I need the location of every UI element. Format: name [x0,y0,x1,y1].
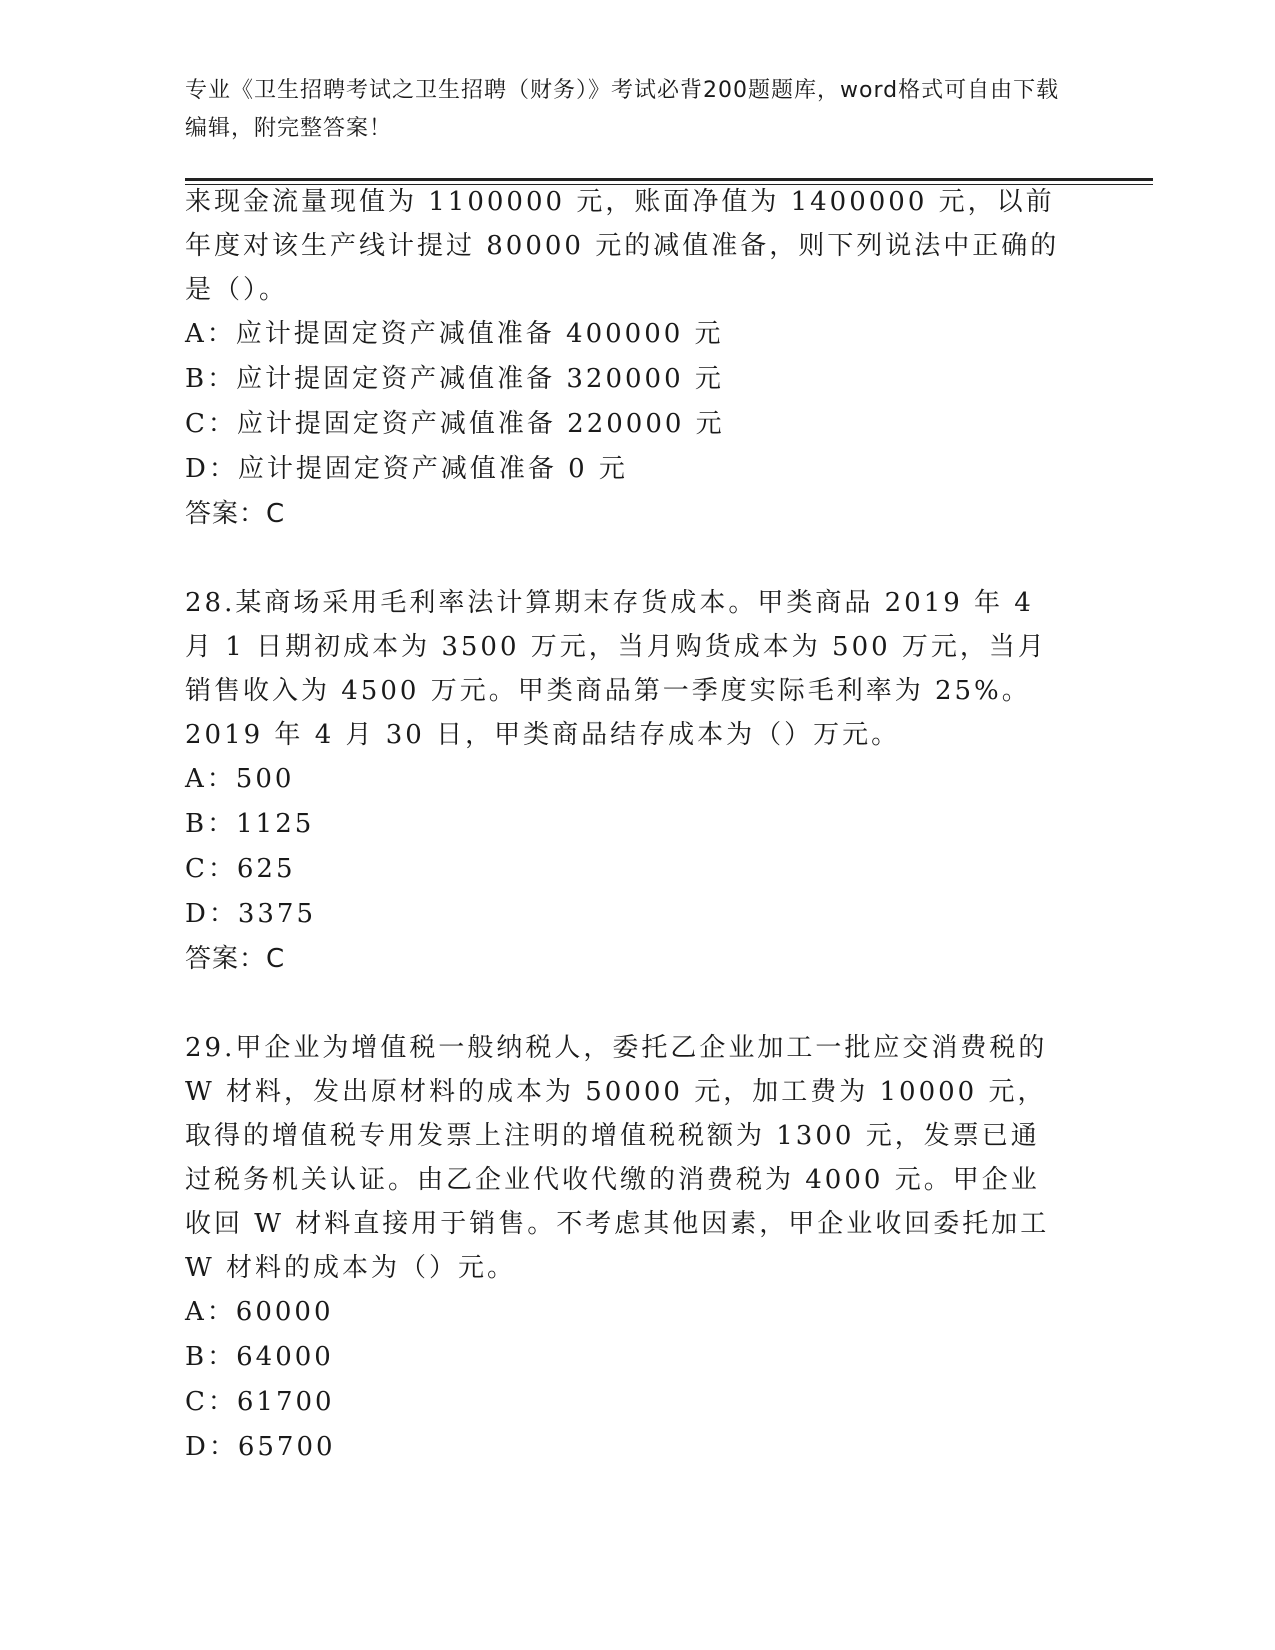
question-28-option-d: D：3375 [185,899,317,929]
document-header-title: 专业《卫生招聘考试之卫生招聘（财务）》考试必背200题题库，word格式可自由下载编辑，附完整答案！ [185,78,1060,141]
spacer [185,537,1065,581]
question-27-answer: 答案：C [185,499,286,529]
question-29-option-b: B：64000 [185,1342,334,1372]
question-29-stem: 29.甲企业为增值税一般纳税人，委托乙企业加工一批应交消费税的 W 材料，发出原材料的成本为 50000 元，加工费为 10000 元，取得的增值税专用发票上注明的增值税税额为 1300 元，发票已通过税务机关认证。由乙企业代收代缴的消费税为 4000 元。甲企业收回 W 材料直接用于销售。不考虑其他因素，甲企业收回委托加工 W 材料的成本为（）元。 [185,1033,1050,1283]
question-29-option-c: C：61700 [185,1387,335,1417]
question-27-option-c: C：应计提固定资产减值准备 220000 元 [185,409,725,439]
question-29-option-d: D：65700 [185,1432,336,1462]
question-28-stem: 28.某商场采用毛利率法计算期末存货成本。甲类商品 2019 年 4 月 1 日期初成本为 3500 万元，当月购货成本为 500 万元，当月销售收入为 4500 万元。甲类商品第一季度实际毛利率为 25%。2019 年 4 月 30 日，甲类商品结存成本为（）万元。 [185,588,1047,750]
question-27-option-d: D：应计提固定资产减值准备 0 元 [185,454,628,484]
question-29-option-a: A：60000 [185,1297,334,1327]
question-28-option-c: C：625 [185,854,296,884]
question-27-stem: 来现金流量现值为 1100000 元，账面净值为 1400000 元，以前年度对该生产线计提过 80000 元的减值准备，则下列说法中正确的是（）。 [185,187,1060,305]
question-list [185,180,1065,1470]
question-27-option-a: A：应计提固定资产减值准备 400000 元 [185,319,724,349]
question-28-option-a: A：500 [185,764,295,794]
question-27-option-b: B：应计提固定资产减值准备 320000 元 [185,364,724,394]
spacer [185,982,1065,1026]
question-28-option-b: B：1125 [185,809,315,839]
question-28 [185,581,1065,982]
question-27 [185,180,1065,537]
question-29 [185,1026,1065,1470]
question-28-answer: 答案：C [185,944,286,974]
